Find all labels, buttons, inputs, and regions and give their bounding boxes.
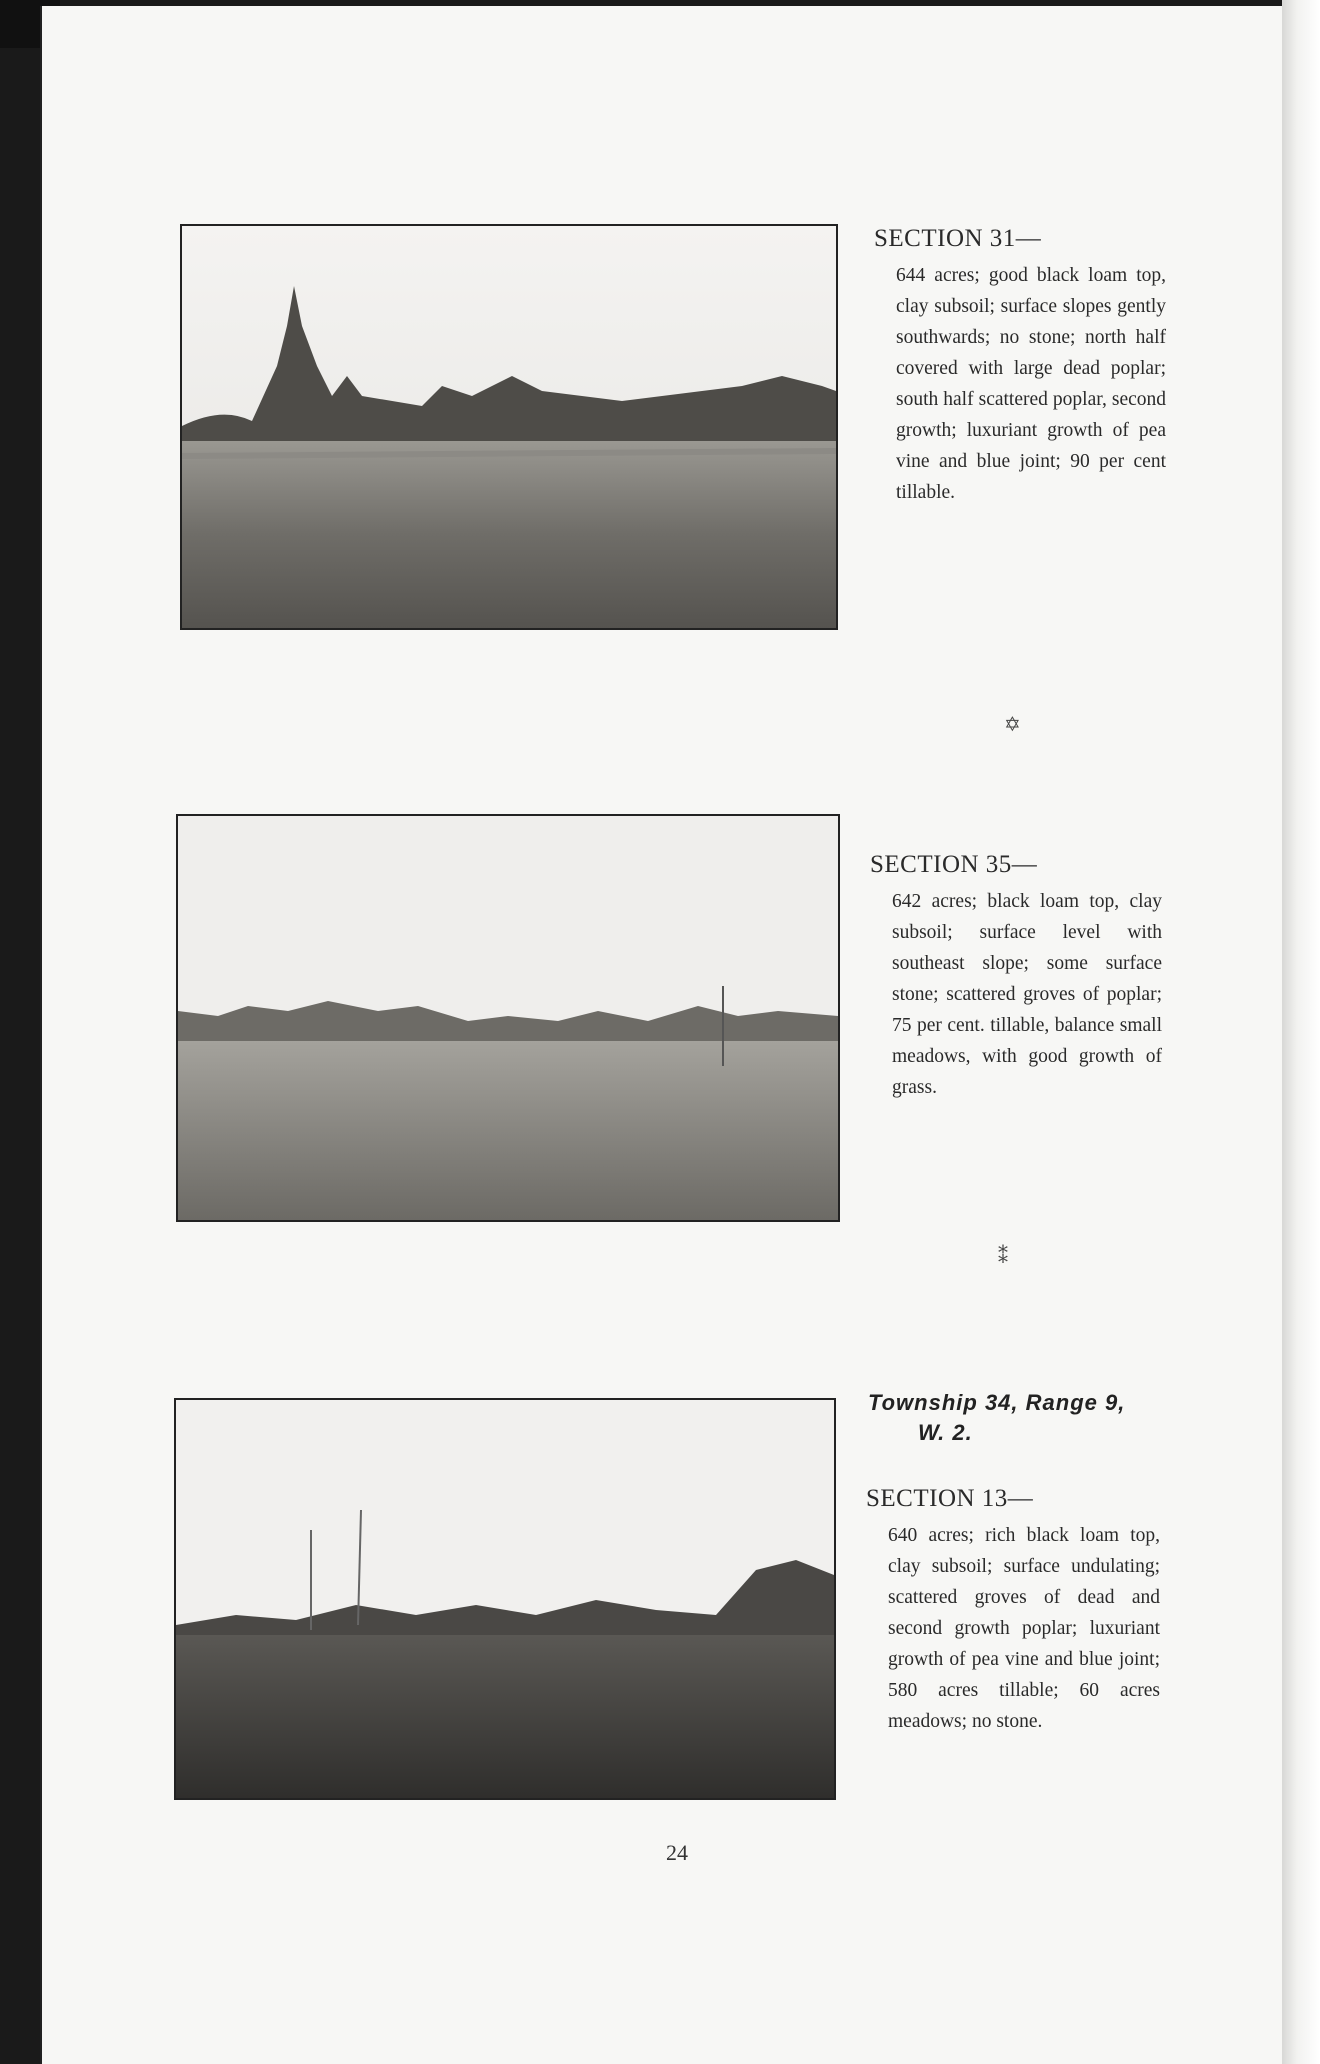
entry-section-31	[874, 226, 1166, 508]
section-heading: SECTION 35—	[870, 851, 1038, 878]
section-description: 642 acres; black loam top, clay subsoil; surface level with southeast slope; some surface stone; scattered groves of poplar; 75 per cent. tillable, balance small meadows, with good growth of grass.	[892, 891, 1162, 1098]
section-heading: SECTION 31—	[874, 225, 1042, 252]
section-heading: SECTION 13—	[866, 1485, 1034, 1512]
township-heading-line-1: Township 34, Range 9,	[868, 1390, 1126, 1415]
entry-section-13	[866, 1486, 1160, 1737]
entry-section-35	[870, 852, 1162, 1103]
page-number: 24	[666, 1840, 688, 1865]
section-description: 640 acres; rich black loam top, clay subsoil; surface undulating; scattered groves of dead and second growth poplar; luxuriant growth of pea vine and blue joint; 580 acres tillable; 60 acres meadows; no stone.	[888, 1525, 1160, 1732]
page-edge-shadow	[1282, 0, 1320, 2064]
ornament-star: ✡	[1004, 714, 1021, 736]
section-description: 644 acres; good black loam top, clay subsoil; surface slopes gently southwards; no stone; north half covered with large dead poplar; south half scattered poplar, second growth; luxuriant growth of pea vine and blue joint; 90 per cent tillable.	[896, 265, 1166, 503]
township-heading	[868, 1388, 1168, 1448]
photo-section-35	[176, 814, 840, 1222]
township-heading-line-2: W. 2.	[918, 1420, 973, 1445]
photo-section-31	[180, 224, 838, 630]
ornament-asterism: ⁑	[998, 1246, 1008, 1268]
photo-section-13	[174, 1398, 836, 1800]
